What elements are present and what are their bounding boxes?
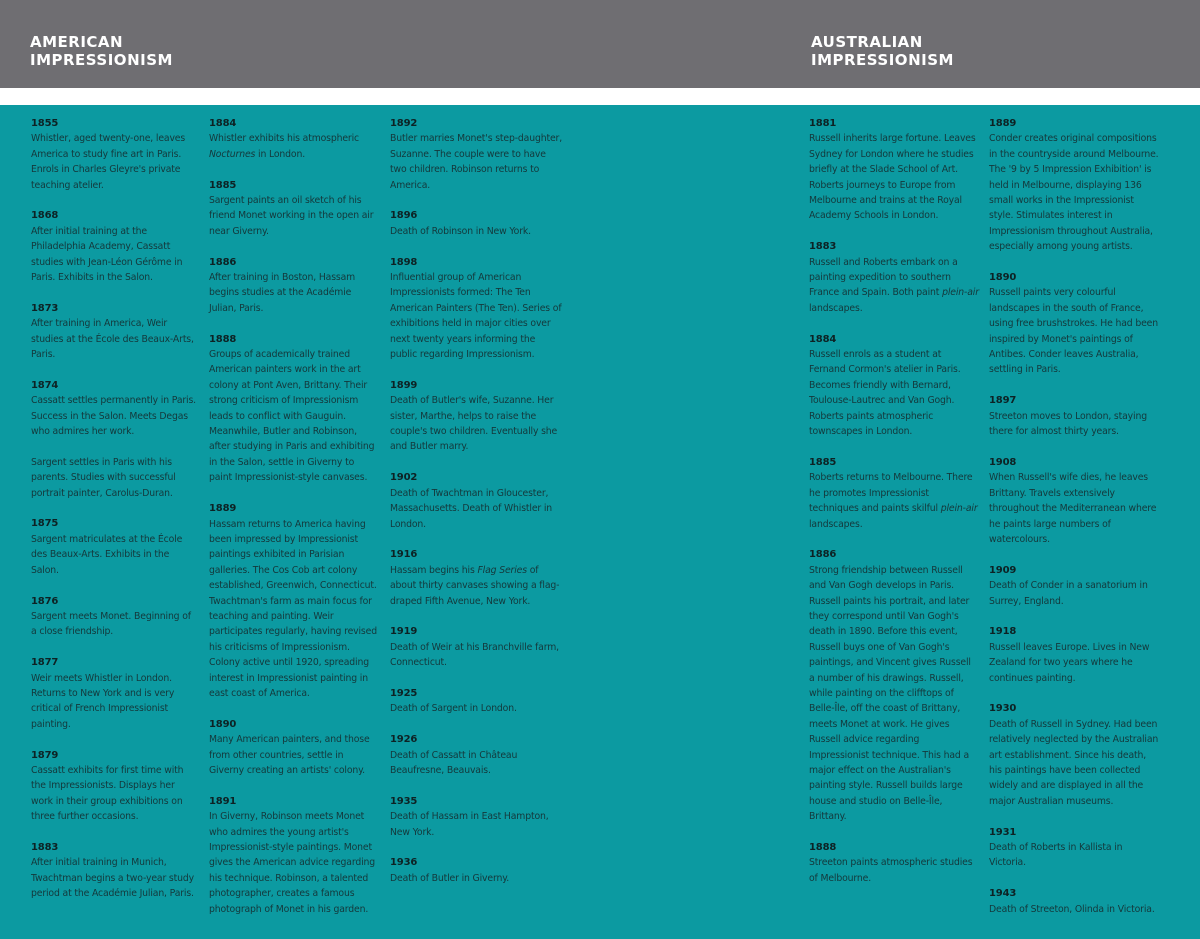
entry-text — [390, 224, 565, 239]
timeline-entry — [209, 501, 377, 701]
entry-year: 1891 — [209, 795, 237, 807]
entry-year: 1935 — [390, 795, 418, 807]
entry-text — [390, 701, 565, 716]
timeline-entry — [989, 624, 1159, 686]
entry-text-main: Death of Weir at his Branchville farm, Connecticut. — [390, 641, 559, 669]
timeline-entry — [989, 116, 1159, 255]
entry-text-main: Streeton moves to London, staying there for almost thirty years. — [989, 410, 1147, 438]
timeline-entry — [390, 378, 565, 455]
entry-text-main: After training in Boston, Hassam begins studies at the Académie Julian, Paris. — [209, 272, 356, 314]
entry-year: 1883 — [809, 241, 837, 253]
entry-text-main: Death of Streeton, Olinda in Victoria. — [989, 903, 1155, 915]
entry-year: 1931 — [989, 826, 1017, 838]
timeline-entry — [989, 825, 1159, 871]
entry-text — [209, 131, 377, 162]
entry-year: 1889 — [989, 118, 1017, 129]
entry-text — [209, 270, 377, 316]
entry-text — [31, 763, 196, 825]
entry-text-main: Cassatt settles permanently in Paris. Success in the Salon. Meets Degas who admires her work. — [31, 395, 196, 438]
timeline-entry — [989, 563, 1159, 609]
entry-year: 1902 — [390, 472, 418, 484]
entry-year: 1925 — [390, 687, 418, 699]
entry-text — [809, 855, 979, 886]
timeline-entry — [390, 116, 565, 193]
entry-text — [31, 224, 196, 286]
entry-text — [989, 131, 1159, 254]
entry-text-main: Weir meets Whistler in London. Returns to New York and is very critical of French Impressionist painting. — [31, 672, 175, 730]
timeline-entry — [809, 455, 979, 532]
entry-text-after: landscapes. — [809, 518, 863, 530]
timeline-entry — [809, 840, 979, 886]
entry-year: 1896 — [390, 210, 418, 222]
entry-text-main: Roberts returns to Melbourne. There he promotes Impressionist techniques and paints skilful — [809, 472, 973, 515]
entry-text-after: of about thirty canvases showing a flag-draped Fifth Avenue, New York. — [390, 564, 560, 607]
entry-text-main: Russell leaves Europe. Lives in New Zealand for two years where he continues painting. — [989, 641, 1150, 684]
entry-text-main: Groups of academically trained American painters work in the art colony at Pont Aven, Brittany. Their strong criticism of Impressionism leads to conflict with Gauguin. Meanwhile, Butler and Robinson, after studying in Paris and exhibiting in the Salon, settle in Giverny to paint Impressionist-style canvases. — [209, 349, 375, 484]
entry-text — [390, 131, 565, 193]
entry-year: 1889 — [209, 503, 237, 515]
entry-year: 1868 — [31, 210, 59, 222]
entry-text-main: Influential group of American Impressionists formed: The Ten American Painters (The Ten). Series of exhibitions held in major cities over next twenty years informing the public regarding Impressionism. — [390, 272, 562, 361]
entry-year: 1876 — [31, 595, 59, 607]
entry-year: 1918 — [989, 626, 1017, 638]
entry-year: 1877 — [31, 657, 59, 669]
entry-text — [989, 578, 1159, 609]
entry-text — [809, 347, 979, 439]
entry-text-main: Death of Roberts in Kallista in Victoria. — [989, 841, 1123, 869]
australian-section-title: AUSTRALIAN IMPRESSIONISM — [811, 33, 954, 69]
entry-year: 1916 — [390, 549, 418, 561]
entry-text-main: After initial training in Munich, Twachtman begins a two-year study period at the Académie Julian, Paris. — [31, 857, 194, 900]
entry-text — [989, 285, 1159, 377]
entry-text-main: Death of Butler in Giverny. — [390, 872, 510, 884]
entry-year: 1874 — [31, 379, 59, 391]
timeline-entry — [31, 301, 196, 363]
entry-text — [390, 748, 565, 779]
entry-year: 1892 — [390, 118, 418, 129]
entry-year: 1890 — [989, 272, 1017, 284]
timeline-entry — [809, 239, 979, 316]
entry-text — [989, 409, 1159, 440]
timeline-entry — [390, 255, 565, 363]
entry-text — [31, 455, 196, 501]
timeline-entry — [31, 594, 196, 640]
entry-text — [390, 809, 565, 840]
timeline-entry — [989, 455, 1159, 547]
timeline-entry — [809, 116, 979, 224]
timeline-entry — [31, 840, 196, 902]
timeline-entry — [989, 701, 1159, 809]
entry-text — [209, 347, 377, 486]
timeline-entry — [31, 116, 196, 193]
entry-year: 1885 — [209, 179, 237, 191]
entry-text — [31, 855, 196, 901]
entry-text-main: Russell enrols as a student at Fernand Cormon's atelier in Paris. Becomes friendly with Bernard, Toulouse-Lautrec and Van Gogh. Roberts paints atmospheric townscapes in London. — [809, 349, 961, 438]
timeline-entry — [989, 886, 1159, 917]
timeline-entry — [31, 748, 196, 825]
entry-year: 1886 — [209, 256, 237, 268]
timeline-entry — [209, 255, 377, 317]
entry-text-main: Death of Twachtman in Gloucester, Massachusetts. Death of Whistler in London. — [390, 487, 553, 530]
entry-year: 1909 — [989, 564, 1017, 576]
timeline-entry — [390, 547, 565, 609]
entry-year: 1888 — [209, 333, 237, 345]
entry-year: 1926 — [390, 734, 418, 746]
entry-text — [31, 609, 196, 640]
entry-text-main: Russell paints very colourful landscapes in the south of France, using free brushstrokes. He had been inspired by Monet's paintings of Antibes. Conder leaves Australia, settling in Paris. — [989, 287, 1158, 376]
entry-text-main: Death of Butler's wife, Suzanne. Her sister, Marthe, helps to raise the couple's two children. Eventually she and Butler marry. — [390, 395, 558, 453]
entry-text-main: Russell inherits large fortune. Leaves Sydney for London where he studies briefly at the Slade School of Art. Roberts journeys to Europe from Melbourne and trains at the Royal Academy Schools in London. — [809, 133, 976, 222]
entry-text-italic: plein-air — [940, 503, 978, 515]
entry-year: 1881 — [809, 118, 837, 129]
entry-text-italic: Nocturnes — [209, 148, 256, 160]
entry-year: 1875 — [31, 518, 59, 530]
entry-text-main: Whistler exhibits his atmospheric — [209, 133, 359, 145]
entry-text-main: After initial training at the Philadelphia Academy, Cassatt studies with Jean-Léon Gérôme in Paris. Exhibits in the Salon. — [31, 225, 183, 284]
divider-strip — [0, 88, 1200, 105]
american-section-title: AMERICAN IMPRESSIONISM — [30, 33, 173, 69]
entry-text — [809, 131, 979, 223]
entry-text — [989, 717, 1159, 809]
timeline-entry — [390, 855, 565, 886]
entry-text-main: In Giverny, Robinson meets Monet who admires the young artist's Impressionist-style paintings. Monet gives the American advice regarding his technique. Robinson, a talented photographer, creates a famous photograph of Monet in his garden. — [209, 811, 376, 915]
entry-year: 1888 — [809, 842, 837, 854]
entry-text — [989, 902, 1159, 917]
timeline-entry — [209, 794, 377, 917]
entry-text — [209, 193, 377, 239]
entry-year: 1883 — [31, 841, 59, 853]
timeline-entry — [390, 686, 565, 717]
entry-text-main: Conder creates original compositions in the countryside around Melbourne. The '9 by 5 Impression Exhibition' is held in Melbourne, displaying 136 small works in the Impressionist style. Stimulates interest in Impressionism throughout Australia, especially among young artists. — [989, 133, 1159, 253]
entry-text — [31, 316, 196, 362]
entry-text-main: Butler marries Monet's step-daughter, Suzanne. The couple were to have two children. Robinson returns to America. — [390, 133, 562, 191]
entry-text — [390, 393, 565, 455]
timeline-entry — [390, 208, 565, 239]
entry-year: 1936 — [390, 857, 418, 869]
entry-text — [209, 809, 377, 917]
entry-text-main: Death of Hassam in East Hampton, New York. — [390, 811, 549, 838]
entry-text — [31, 532, 196, 578]
entry-text — [390, 871, 565, 886]
timeline-entry — [989, 393, 1159, 439]
entry-text-main: When Russell's wife dies, he leaves Brittany. Travels extensively throughout the Mediterranean where he paints large numbers of watercolours. — [989, 472, 1157, 545]
entry-year: 1899 — [390, 379, 418, 391]
entry-text-main: Death of Russell in Sydney. Had been relatively neglected by the Australian art establishment. Since his death, his paintings have been collected widely and are displayed in all the major Australian museums. — [989, 718, 1159, 807]
entry-text-main: Sargent paints an oil sketch of his friend Monet working in the open air near Giverny. — [209, 195, 374, 237]
american-column-2 — [209, 116, 377, 932]
entry-text-main: Sargent meets Monet. Beginning of a close friendship. — [31, 610, 191, 638]
entry-text — [31, 393, 196, 439]
entry-text — [989, 470, 1159, 547]
entry-text — [989, 840, 1159, 871]
entry-text-main: Hassam returns to America having been impressed by Impressionist paintings exhibited in Parisian galleries. The Cos Cob art colony established, Greenwich, Connecticut. Twachtman's farm as main focus for teaching and painting. Weir participates regularly, having revised his criticisms of Impressionism. Colony active until 1920, spreading interest in Impressionist painting in east coast of America. — [209, 518, 377, 699]
entry-year: 1886 — [809, 549, 837, 561]
entry-year: 1879 — [31, 749, 59, 761]
entry-text-main: Death of Sargent in London. — [390, 703, 517, 715]
australian-column-2 — [989, 116, 1159, 932]
american-column-1 — [31, 116, 196, 917]
american-column-3 — [390, 116, 565, 902]
entry-text-main: Many American painters, and those from other countries, settle in Giverny creating an artists' colony. — [209, 734, 370, 776]
entry-text-main: Death of Conder in a sanatorium in Surrey, England. — [989, 580, 1148, 607]
timeline-entry — [390, 732, 565, 778]
entry-year: 1919 — [390, 626, 418, 638]
entry-text-main: Whistler, aged twenty-one, leaves America to study fine art in Paris. Enrols in Charles Gleyre's private teaching atelier. — [31, 133, 186, 191]
entry-text-main: After training in America, Weir studies at the École des Beaux-Arts, Paris. — [31, 318, 194, 361]
timeline-entry — [390, 624, 565, 670]
entry-text-main: Sargent matriculates at the École des Beaux-Arts. Exhibits in the Salon. — [31, 533, 183, 576]
entry-year: 1873 — [31, 302, 59, 314]
entry-text-main: Death of Cassatt in Château Beaufresne, Beauvais. — [390, 749, 518, 776]
entry-text — [809, 563, 979, 825]
entry-text — [31, 131, 196, 193]
entry-text — [209, 517, 377, 702]
entry-text-main: Cassatt exhibits for first time with the Impressionists. Displays her work in their group exhibitions on three further occasions. — [31, 764, 184, 823]
entry-text-italic: plein-air — [942, 287, 979, 299]
entry-year: 1885 — [809, 456, 837, 468]
timeline-entry — [209, 116, 377, 162]
entry-text — [390, 486, 565, 532]
timeline-entry — [209, 332, 377, 486]
timeline-entry — [809, 547, 979, 824]
entry-year: 1884 — [209, 118, 237, 129]
entry-year: 1930 — [989, 703, 1017, 715]
entry-text-after: landscapes. — [809, 302, 863, 314]
entry-text-main: Death of Robinson in New York. — [390, 225, 531, 237]
timeline-entry — [209, 178, 377, 240]
entry-text-main: Streeton paints atmospheric studies of Melbourne. — [809, 857, 973, 884]
entry-text — [989, 640, 1159, 686]
entry-year: 1855 — [31, 118, 59, 129]
entry-year: 1897 — [989, 395, 1017, 407]
entry-text-main: Sargent settles in Paris with his parents. Studies with successful portrait painter, Carolus-Duran. — [31, 456, 176, 499]
timeline-entry — [31, 378, 196, 440]
entry-year: 1884 — [809, 333, 837, 345]
entry-text-italic: Flag Series — [477, 564, 527, 576]
entry-year: 1890 — [209, 718, 237, 730]
entry-text-main: Strong friendship between Russell and Van Gogh develops in Paris. Russell paints his portrait, and later they correspond until Van Gogh's death in 1890. Before this event, Russell buys one of Van Gogh's paintings, and Vincent gives Russell a number of his drawings. Russell, while painting on the clifftops of Belle-Île, off the coast of Brittany, meets Monet at work. He gives Russell advice regarding Impressionist technique. This had a major effect on the Australian's painting style. Russell builds large house and studio on Belle-Île, Brittany. — [809, 564, 971, 823]
entry-text — [809, 255, 979, 317]
entry-text — [809, 470, 979, 532]
entry-year: 1943 — [989, 888, 1017, 900]
timeline-entry — [31, 516, 196, 578]
entry-text — [209, 732, 377, 778]
timeline-entry — [31, 455, 196, 501]
entry-text-main: Russell and Roberts embark on a painting expedition to southern France and Spain. Both paint — [809, 256, 958, 299]
entry-text-main: Hassam begins his — [390, 564, 478, 576]
timeline-entry — [390, 794, 565, 840]
entry-year: 1898 — [390, 256, 418, 268]
australian-column-1 — [809, 116, 979, 902]
timeline-entry — [809, 332, 979, 440]
timeline-entry — [31, 655, 196, 732]
timeline-entry — [31, 208, 196, 285]
timeline-entry — [209, 717, 377, 779]
header-band — [0, 0, 1200, 88]
timeline-entry — [390, 470, 565, 532]
entry-text — [390, 640, 565, 671]
entry-text-after: in London. — [255, 148, 306, 160]
entry-text — [390, 563, 565, 609]
entry-text — [31, 671, 196, 733]
entry-text — [390, 270, 565, 362]
timeline-entry — [989, 270, 1159, 378]
entry-year: 1908 — [989, 456, 1017, 468]
